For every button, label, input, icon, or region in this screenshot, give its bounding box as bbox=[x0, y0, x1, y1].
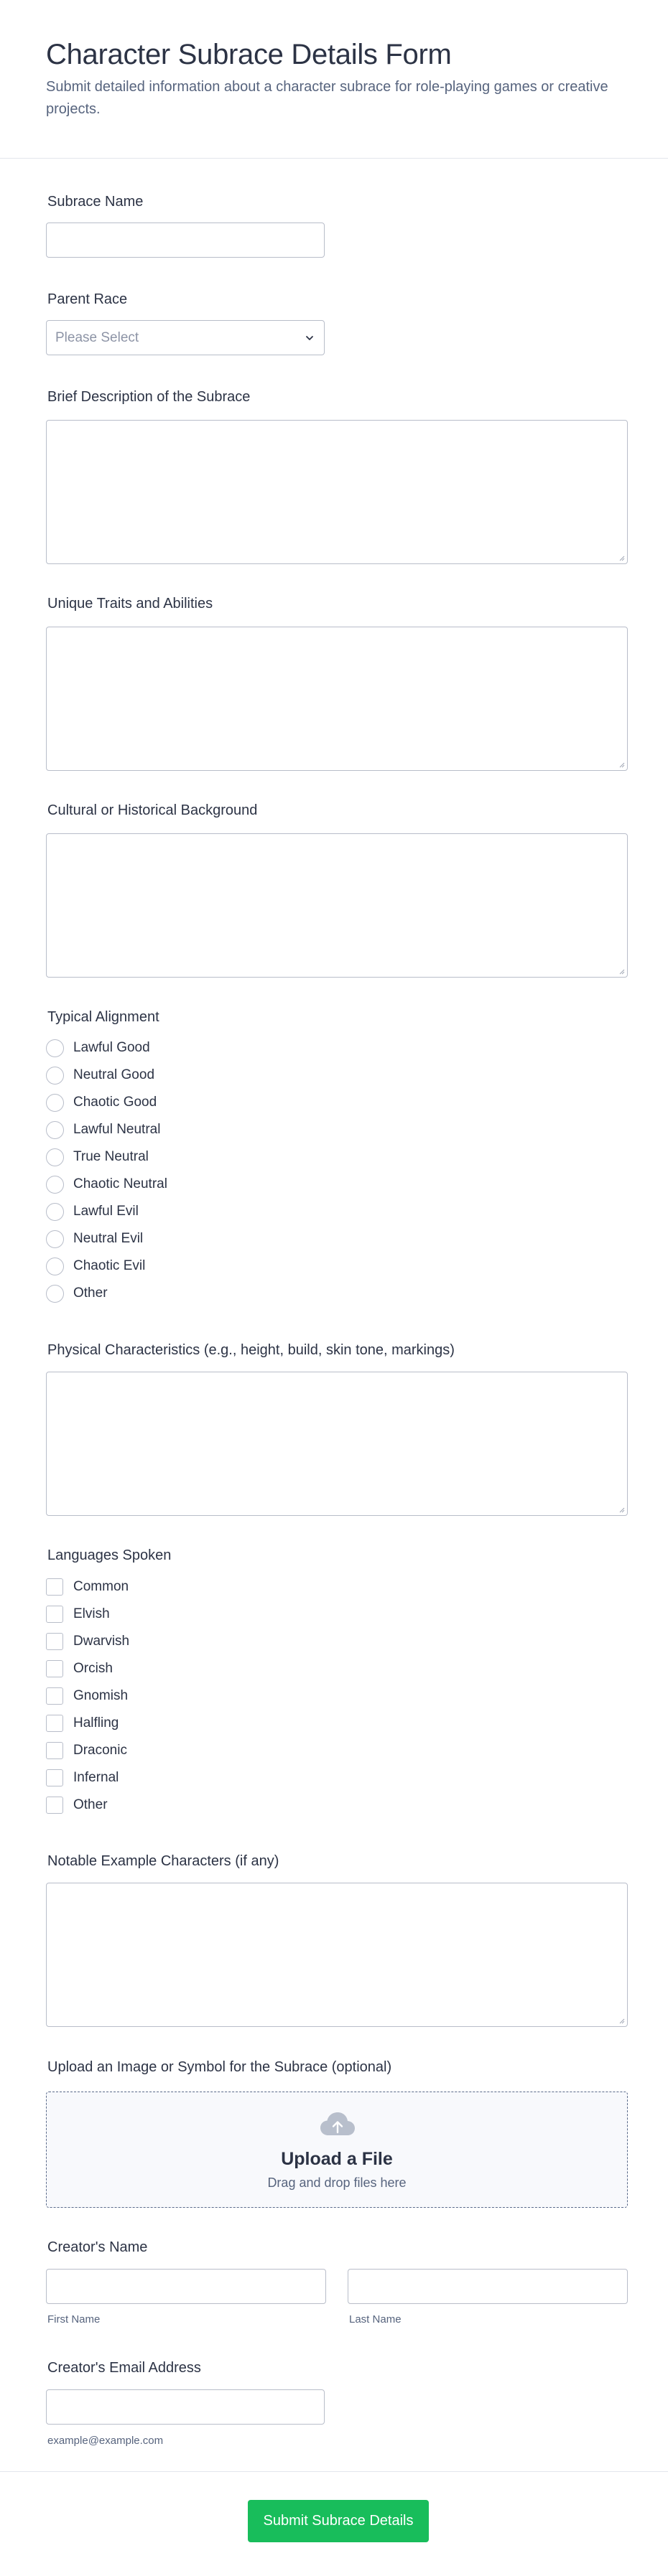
language-option[interactable] bbox=[46, 1659, 333, 1679]
physical-textarea[interactable] bbox=[46, 1372, 628, 1516]
language-option[interactable] bbox=[46, 1768, 333, 1788]
alignment-label: Typical Alignment bbox=[47, 1009, 159, 1025]
radio-button[interactable] bbox=[46, 1121, 64, 1139]
languages-label: Languages Spoken bbox=[47, 1547, 172, 1563]
radio-button[interactable] bbox=[46, 1094, 64, 1112]
language-option[interactable] bbox=[46, 1713, 333, 1733]
option-label: Infernal bbox=[73, 1770, 119, 1785]
subrace-name-input[interactable] bbox=[46, 223, 325, 258]
alignment-option[interactable] bbox=[46, 1174, 333, 1194]
checkbox[interactable] bbox=[46, 1769, 63, 1786]
page-subtitle: Submit detailed information about a character subrace for role-playing games or creative projects. bbox=[46, 79, 608, 117]
radio-button[interactable] bbox=[46, 1257, 64, 1275]
email-field[interactable] bbox=[46, 2389, 325, 2425]
creator-name-label: Creator's Name bbox=[47, 2239, 148, 2255]
checkbox[interactable] bbox=[46, 1633, 63, 1650]
description-label: Brief Description of the Subrace bbox=[47, 389, 251, 405]
radio-button[interactable] bbox=[46, 1067, 64, 1085]
option-label: Elvish bbox=[73, 1606, 110, 1621]
option-label: Other bbox=[73, 1797, 108, 1812]
background-label: Cultural or Historical Background bbox=[47, 802, 258, 818]
option-label: Draconic bbox=[73, 1743, 127, 1758]
parent-race-label: Parent Race bbox=[47, 291, 128, 307]
physical-label: Physical Characteristics (e.g., height, build, skin tone, markings) bbox=[47, 1342, 455, 1358]
submit-button[interactable]: Submit Subrace Details bbox=[248, 2500, 429, 2542]
resize-handle-icon[interactable] bbox=[618, 761, 625, 768]
option-label: Gnomish bbox=[73, 1688, 129, 1703]
traits-label: Unique Traits and Abilities bbox=[47, 596, 213, 612]
option-label: Neutral Evil bbox=[73, 1231, 144, 1246]
option-label: True Neutral bbox=[73, 1149, 149, 1164]
radio-button[interactable] bbox=[46, 1176, 64, 1194]
traits-textarea[interactable] bbox=[46, 627, 628, 771]
upload-subtitle: Drag and drop files here bbox=[267, 2175, 407, 2190]
language-option[interactable] bbox=[46, 1577, 333, 1597]
creator-email-label: Creator's Email Address bbox=[47, 2360, 201, 2376]
checkbox[interactable] bbox=[46, 1578, 63, 1596]
upload-label: Upload an Image or Symbol for the Subrace (optional) bbox=[47, 2059, 392, 2075]
language-option[interactable] bbox=[46, 1686, 333, 1706]
last-name-sublabel: Last Name bbox=[349, 2313, 402, 2326]
option-label: Dwarvish bbox=[73, 1634, 130, 1649]
checkbox[interactable] bbox=[46, 1687, 63, 1705]
form-header bbox=[0, 0, 668, 159]
parent-race-placeholder: Please Select bbox=[55, 330, 139, 345]
examples-label: Notable Example Characters (if any) bbox=[47, 1853, 279, 1869]
language-option[interactable] bbox=[46, 1795, 333, 1815]
language-option[interactable] bbox=[46, 1631, 333, 1652]
examples-textarea[interactable] bbox=[46, 1883, 628, 2027]
page-title: Character Subrace Details Form bbox=[46, 39, 452, 70]
alignment-option[interactable] bbox=[46, 1038, 333, 1058]
background-textarea[interactable] bbox=[46, 833, 628, 978]
option-label: Common bbox=[73, 1579, 129, 1594]
file-upload-dropzone[interactable] bbox=[46, 2092, 628, 2208]
form-footer bbox=[0, 2471, 668, 2576]
resize-handle-icon[interactable] bbox=[618, 1506, 625, 1513]
checkbox[interactable] bbox=[46, 1606, 63, 1623]
cloud-upload-icon bbox=[320, 2111, 356, 2138]
resize-handle-icon[interactable] bbox=[618, 968, 625, 975]
checkbox[interactable] bbox=[46, 1715, 63, 1732]
option-label: Lawful Good bbox=[73, 1040, 150, 1055]
first-name-input[interactable] bbox=[46, 2269, 326, 2304]
option-label: Other bbox=[73, 1285, 108, 1301]
checkbox[interactable] bbox=[46, 1742, 63, 1759]
description-textarea[interactable] bbox=[46, 420, 628, 564]
email-sublabel: example@example.com bbox=[47, 2435, 164, 2447]
chevron-down-icon bbox=[305, 334, 314, 342]
radio-button[interactable] bbox=[46, 1148, 64, 1166]
alignment-option[interactable] bbox=[46, 1065, 333, 1085]
language-option[interactable] bbox=[46, 1741, 333, 1761]
alignment-option[interactable] bbox=[46, 1147, 333, 1167]
option-label: Orcish bbox=[73, 1661, 113, 1676]
checkbox[interactable] bbox=[46, 1797, 63, 1814]
radio-button[interactable] bbox=[46, 1203, 64, 1221]
resize-handle-icon[interactable] bbox=[618, 2017, 625, 2024]
upload-title: Upload a File bbox=[281, 2149, 393, 2169]
option-label: Halfling bbox=[73, 1715, 119, 1730]
radio-button[interactable] bbox=[46, 1285, 64, 1303]
resize-handle-icon[interactable] bbox=[618, 554, 625, 561]
alignment-option[interactable] bbox=[46, 1202, 333, 1222]
first-name-sublabel: First Name bbox=[47, 2313, 101, 2326]
alignment-option[interactable] bbox=[46, 1283, 333, 1303]
alignment-option[interactable] bbox=[46, 1120, 333, 1140]
radio-button[interactable] bbox=[46, 1230, 64, 1248]
last-name-input[interactable] bbox=[348, 2269, 628, 2304]
checkbox[interactable] bbox=[46, 1660, 63, 1677]
option-label: Chaotic Evil bbox=[73, 1258, 146, 1273]
option-label: Lawful Neutral bbox=[73, 1122, 161, 1137]
option-label: Chaotic Good bbox=[73, 1095, 157, 1110]
option-label: Lawful Evil bbox=[73, 1204, 139, 1219]
alignment-option[interactable] bbox=[46, 1256, 333, 1276]
alignment-option[interactable] bbox=[46, 1229, 333, 1249]
radio-button[interactable] bbox=[46, 1039, 64, 1057]
parent-race-select[interactable] bbox=[46, 320, 325, 355]
option-label: Neutral Good bbox=[73, 1067, 155, 1082]
language-option[interactable] bbox=[46, 1604, 333, 1624]
option-label: Chaotic Neutral bbox=[73, 1176, 167, 1191]
subrace-name-label: Subrace Name bbox=[47, 194, 144, 210]
alignment-option[interactable] bbox=[46, 1092, 333, 1113]
